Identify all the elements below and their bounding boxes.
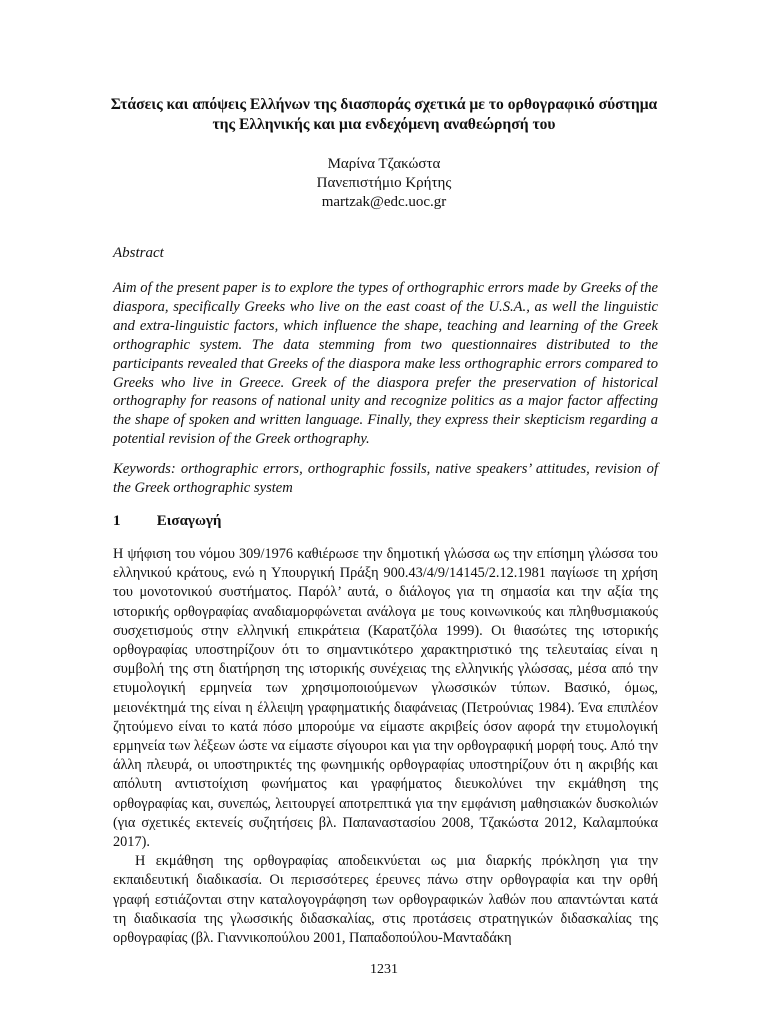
page-number: 1231 xyxy=(370,962,398,977)
section-title: Εισαγωγή xyxy=(156,513,222,529)
author-name: Μαρίνα Τζακώστα xyxy=(327,156,441,172)
keywords: Keywords: orthographic errors, orthographic fossils, native speakers’ attitudes, revision of the Greek orthographic system xyxy=(113,461,658,496)
abstract-text: Aim of the present paper is to explore the types of orthographic errors made by Greeks of the diaspora, specifically Greeks who live on the east coast of the U.S.A., as well the linguistic and extra-linguistic factors, which influence the shape, teaching and learning of the Greek orthographic system. The data stemming from two questionnaires distributed to the participants revealed that Greeks of the diaspora make less orthographic errors compared to Greeks who live in Greece. Greek of the diaspora prefer the preservation of historical orthography for reasons of national unity and recognize politics as a major factor affecting the shape of spoken and written language. Finally, they express their skepticism regarding a potential revision of the Greek orthography. xyxy=(113,280,658,448)
body-paragraph: Η εκμάθηση της ορθογραφίας αποδεικνύεται ως μια διαρκής πρόκληση για την εκπαιδευτική διαδικασία. Οι περισσότερες έρευνες πάνω στην ορθογραφία και την ορθή γραφή εστιάζονται στην καταλογογράφηση των ορθογραφικών λαθών που απαντώνται κατά τη διαδικασία της γλωσσικής διδασκαλίας, στις προτάσεις στρατηγικών διδασκαλίας της ορθογραφίας (βλ. Γιαννικοπούλου 2001, Παπαδοπούλου-Μανταδάκη xyxy=(113,853,658,947)
paper-title: Στάσεις και απόψεις Ελλήνων της διασποράς σχετικά με το ορθογραφικό σύστημα της Ελληνικής και μια ενδεχόμενη αναθεώρησή του xyxy=(110,96,658,133)
body-text xyxy=(113,545,658,948)
section-number: 1 xyxy=(113,513,121,529)
body-paragraph: Η ψήφιση του νόμου 309/1976 καθιέρωσε την δημοτική γλώσσα ως την επίσημη γλώσσα του ελληνικού κράτους, ενώ η Υπουργική Πράξη 900.43/4/9/14145/2.12.1981 παγίωσε τη χρήση του μονοτονικού συστήματος. Παρόλ’ αυτά, ο διάλογος για τη σημασία και την αξία της ιστορικής ορθογραφίας αναδιαμορφώνεται ανάλογα με τους κοινωνικούς και πληθυσμιακούς συσχετισμούς στην ελληνική επικράτεια (Καρατζόλα 1999). Οι θιασώτες της ιστορικής ορθογραφίας υποστηρίζουν ότι το σημαντικότερο χαρακτηριστικό της τελευταίας είναι η συμβολή της στη διατήρηση της ιστορικής συνέχειας της ελληνικής γλώσσας, μέσα από την ετυμολογική ερμηνεία των χρησιμοποιούμενων γλωσσικών τύπων. Βασικό, όμως, μειονέκτημά της είναι η έλλειψη γραφηματικής διαφάνειας (Πετρούνιας 1984). Ένα επιπλέον ζητούμενο είναι το κατά πόσο μπορούμε να είμαστε ακριβείς όσον αφορά την ετυμολογική ερμηνεία των λέξεων ώστε να είμαστε σίγουροι και για την ορθογραφική μορφή τους. Από την άλλη πλευρά, οι υποστηρικτές της φωνημικής ορθογραφίας υποστηρίζουν ότι η ακριβής και απόλυτη αντιστοίχιση φωνήματος και γραφήματος διευκολύνει την εκμάθηση της ορθογραφίας και, συνεπώς, λειτουργεί αποτρεπτικά για την εμφάνιση μαθησιακών δυσκολιών (για σχετικές εκτενείς συζητήσεις βλ. Παπαναστασίου 2008, Τζακώστα 2012, Καλαμπούκα 2017). xyxy=(113,546,658,851)
author-affiliation: Πανεπιστήμιο Κρήτης xyxy=(316,175,452,191)
author-block xyxy=(100,155,668,212)
section-heading xyxy=(113,513,221,530)
author-email: martzak@edc.uoc.gr xyxy=(321,194,447,210)
abstract-heading: Abstract xyxy=(113,245,164,261)
